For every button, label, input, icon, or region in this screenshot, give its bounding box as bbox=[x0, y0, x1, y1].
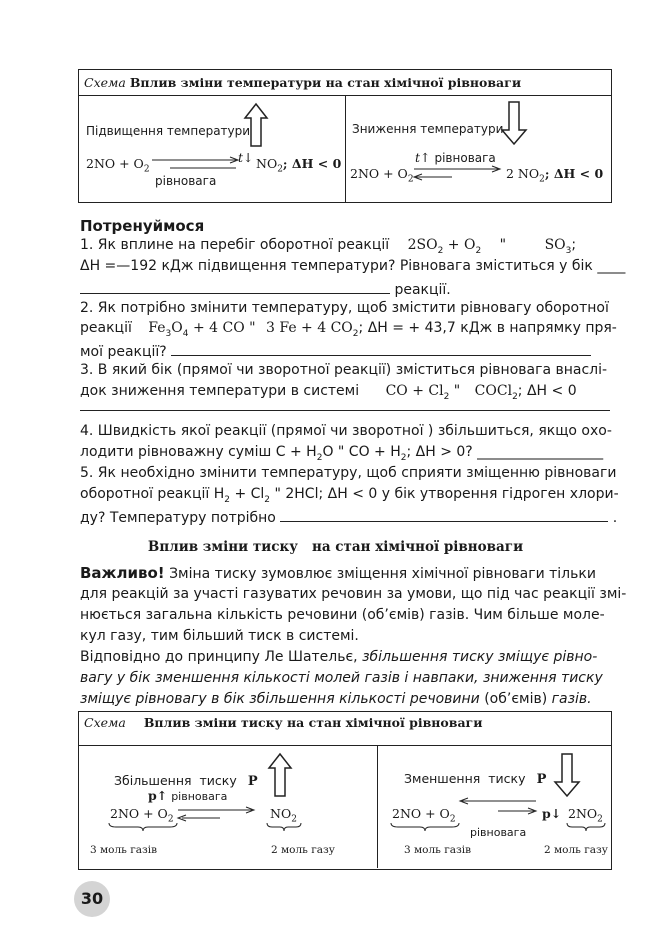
label-pressure-increase: Збільшення тиску P bbox=[114, 773, 258, 789]
pressure-p1-line1: Важливо! Зміна тиску зумовлює зміщення хімічної рівноваги тільки bbox=[80, 564, 596, 582]
schema-prefix: Схема bbox=[84, 75, 126, 90]
practice-heading: Потренуймося bbox=[80, 217, 205, 235]
schema-temperature-divider-v bbox=[345, 95, 346, 202]
q5-answer-blank[interactable] bbox=[280, 505, 608, 522]
schema-temperature-header bbox=[84, 75, 521, 90]
q3-answer-blank[interactable] bbox=[80, 410, 610, 411]
q1-line1: 1. Як вплине на перебіг оборотної реакції $2SO_2 + O_2$ " $SO_3$; bbox=[80, 237, 577, 256]
pressure-p2-line2: вагу у бік зменшення кількості молей газів і навпаки, зниження тиску bbox=[80, 670, 603, 686]
product-right-2: $2NO_2$ bbox=[568, 806, 603, 825]
label-heating: Підвищення температури bbox=[86, 124, 251, 138]
schema-pressure-divider-v bbox=[377, 745, 378, 868]
q4-line2: лодити рівноважну суміш $C + H_2O$ " CO + $H_2$; ΔH > 0? __________________ bbox=[80, 444, 604, 463]
product-left-2: $NO_2$ bbox=[270, 806, 297, 825]
reactant-left-2: $2NO + O_2$ bbox=[110, 806, 174, 825]
product-left: $NO_2$; ΔH < 0 bbox=[256, 156, 342, 175]
arrow-label-left: рівновага bbox=[155, 174, 217, 188]
moles-right-reactants: 3 моль газів bbox=[404, 844, 471, 856]
arrow-down-icon bbox=[553, 752, 581, 798]
q1-answer-blank[interactable] bbox=[80, 277, 390, 294]
q2-line2: реакції $Fe_3O_4 + 4$ CO " 3 Fe + 4 $CO_2$; ΔH = + 43,7 кДж в напрямку пря- bbox=[80, 320, 617, 339]
q3-line1: 3. В який бік (прямої чи зворотної реакції) зміститься рівновага внаслі- bbox=[80, 362, 608, 378]
important-label: Важливо! bbox=[80, 564, 165, 582]
q1-line3: реакції. bbox=[80, 277, 451, 301]
q4-line1: 4. Швидкість якої реакції (прямої чи зворотної ) збільшиться, якщо охо- bbox=[80, 423, 612, 439]
brace-icon bbox=[108, 822, 178, 832]
equilibrium-arrows-icon bbox=[412, 165, 502, 181]
pressure-p1-line2: для реакцій за участі газуватих речовин за умови, що під час реакції змі- bbox=[80, 586, 627, 602]
brace-icon bbox=[266, 822, 302, 832]
schema-title: Вплив зміни тиску на стан хімічної рівноваги bbox=[143, 715, 483, 730]
q2-line3: мої реакції? bbox=[80, 339, 591, 363]
schema-title: Вплив зміни температури на стан хімічної рівноваги bbox=[129, 75, 522, 90]
reactant-right: $2NO + O_2$ bbox=[350, 166, 414, 185]
product-right: 2 $NO_2$; ΔH < 0 bbox=[506, 166, 604, 185]
pressure-heading: Вплив зміни тиску на стан хімічної рівноваги bbox=[147, 539, 524, 555]
pressure-p1-line4: кул газу, тим більший тиск в системі. bbox=[80, 628, 359, 644]
arrow-up-icon bbox=[267, 752, 293, 798]
label-pressure-decrease: Зменшення тиску P bbox=[404, 771, 547, 787]
brace-icon bbox=[390, 822, 460, 832]
moles-right-products: 2 моль газу bbox=[544, 844, 608, 856]
arrow-down-icon bbox=[500, 100, 528, 146]
reactant-right-2: $2NO + O_2$ bbox=[392, 806, 456, 825]
reactant-left: $2NO + O_2$ bbox=[86, 156, 150, 175]
q5-line1: 5. Як необхідно змінити температуру, щоб сприяти зміщенню рівноваги bbox=[80, 465, 617, 481]
p-down-label: p↓ bbox=[542, 806, 562, 821]
brace-icon bbox=[566, 822, 606, 832]
equilibrium-arrows-icon bbox=[176, 806, 256, 822]
q5-line3: ду? Температуру потрібно . bbox=[80, 505, 617, 529]
schema-prefix: Схема bbox=[84, 715, 126, 730]
t-up-label: t↑ рівновага bbox=[415, 150, 496, 165]
moles-left-reactants: 3 моль газів bbox=[90, 844, 157, 856]
q3-line2: док зниження температури в системі CO + $Cl_2$ " COCl$_2$; ΔH < 0 bbox=[80, 383, 577, 402]
pressure-p2-line1: Відповідно до принципу Ле Шательє, збільшення тиску зміщує рівно- bbox=[80, 649, 598, 665]
arrow-label-right-2: рівновага bbox=[470, 826, 527, 839]
arrow-up-icon bbox=[243, 102, 269, 148]
pressure-p2-line3: зміщує рівновагу в бік збільшення кількості речовини (об’ємів) газів. bbox=[80, 691, 592, 707]
moles-left-products: 2 моль газу bbox=[271, 844, 335, 856]
schema-pressure-divider-h bbox=[78, 745, 611, 746]
q2-line1: 2. Як потрібно змінити температуру, щоб змістити рівновагу оборотної bbox=[80, 300, 609, 316]
page-number: 30 bbox=[74, 881, 110, 917]
q5-line2: оборотної реакції $H_2 + Cl_2$ " 2HCl; ΔH < 0 у бік утворення гідроген хлори- bbox=[80, 486, 619, 505]
t-down-label: t↓ bbox=[238, 150, 254, 165]
label-cooling: Зниження температури bbox=[352, 122, 504, 136]
equilibrium-arrows-icon bbox=[150, 156, 240, 172]
q1-line2: ΔH =—192 кДж підвищення температури? Рівновага зміститься у бік ____ bbox=[80, 258, 626, 274]
q2-answer-blank[interactable] bbox=[171, 339, 591, 356]
schema-pressure-header bbox=[84, 715, 483, 730]
equilibrium-arrows-icon bbox=[458, 797, 538, 819]
p-up-label: p↑ рівновага bbox=[148, 788, 228, 803]
pressure-p1-line3: нюється загальна кількість речовини (об’ємів) газів. Чим більше моле- bbox=[80, 607, 605, 623]
